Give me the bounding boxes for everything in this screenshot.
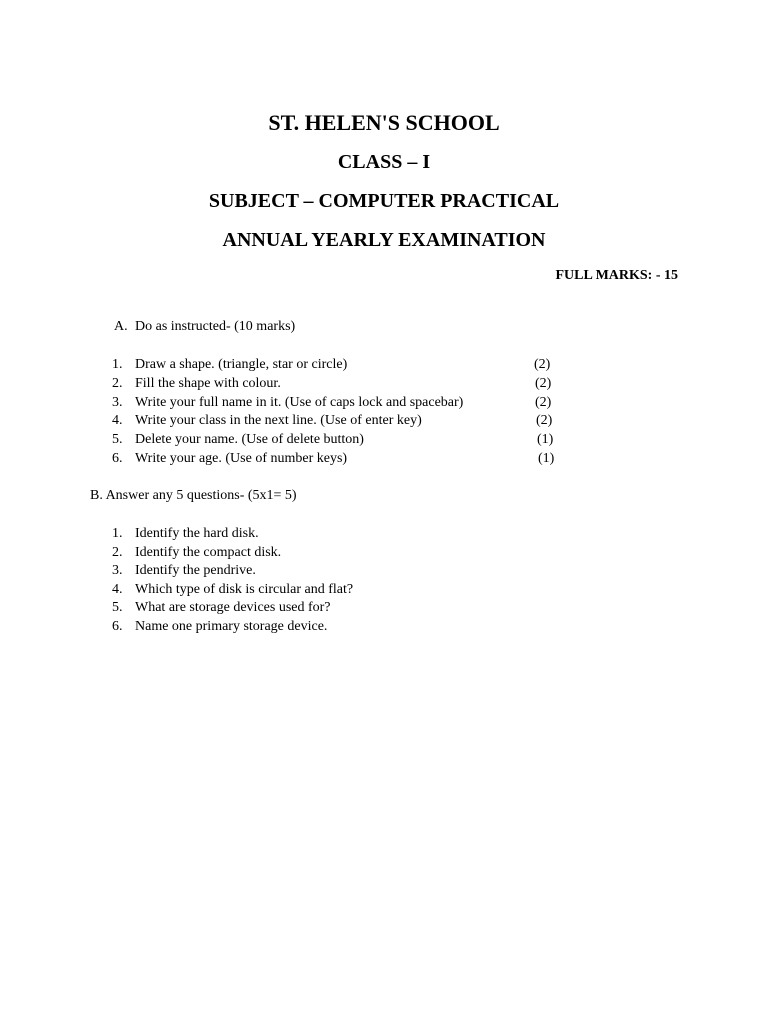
question-text: Write your full name in it. (Use of caps lock and spacebar) bbox=[135, 395, 464, 410]
question-number: 2. bbox=[112, 545, 123, 560]
question-number: 6. bbox=[112, 619, 123, 634]
question-number: 4. bbox=[112, 582, 123, 597]
question-marks: (1) bbox=[537, 432, 554, 447]
question-text: Write your age. (Use of number keys) bbox=[135, 451, 348, 466]
full-marks: FULL MARKS: - 15 bbox=[555, 268, 678, 283]
question-text: Identify the pendrive. bbox=[135, 563, 256, 578]
class-title: CLASS – I bbox=[337, 151, 431, 173]
question-marks: (2) bbox=[536, 413, 553, 428]
question-number: 6. bbox=[112, 451, 123, 466]
question-text: Identify the compact disk. bbox=[135, 545, 282, 560]
question-number: 5. bbox=[112, 432, 123, 447]
question-number: 1. bbox=[112, 357, 123, 372]
question-number: 4. bbox=[112, 413, 123, 428]
exam-title: ANNUAL YEARLY EXAMINATION bbox=[222, 229, 546, 251]
section-a-heading: Do as instructed- (10 marks) bbox=[135, 319, 296, 334]
question-marks: (2) bbox=[535, 376, 552, 391]
section-a-label: A. bbox=[114, 319, 128, 334]
question-number: 2. bbox=[112, 376, 123, 391]
section-b-heading: B. Answer any 5 questions- (5x1= 5) bbox=[90, 488, 297, 503]
question-marks: (2) bbox=[534, 357, 551, 372]
question-marks: (2) bbox=[535, 395, 552, 410]
question-text: Fill the shape with colour. bbox=[135, 376, 281, 391]
question-text: Delete your name. (Use of delete button) bbox=[135, 432, 364, 447]
question-number: 3. bbox=[112, 395, 123, 410]
question-text: What are storage devices used for? bbox=[135, 600, 331, 615]
question-text: Draw a shape. (triangle, star or circle) bbox=[135, 357, 348, 372]
question-text: Name one primary storage device. bbox=[135, 619, 328, 634]
question-number: 3. bbox=[112, 563, 123, 578]
question-number: 5. bbox=[112, 600, 123, 615]
question-number: 1. bbox=[112, 526, 123, 541]
school-name: ST. HELEN'S SCHOOL bbox=[268, 110, 500, 135]
question-text: Write your class in the next line. (Use of enter key) bbox=[135, 413, 422, 428]
question-text: Which type of disk is circular and flat? bbox=[135, 582, 354, 597]
question-marks: (1) bbox=[538, 451, 555, 466]
question-text: Identify the hard disk. bbox=[135, 526, 259, 541]
subject-title: SUBJECT – COMPUTER PRACTICAL bbox=[208, 190, 560, 212]
